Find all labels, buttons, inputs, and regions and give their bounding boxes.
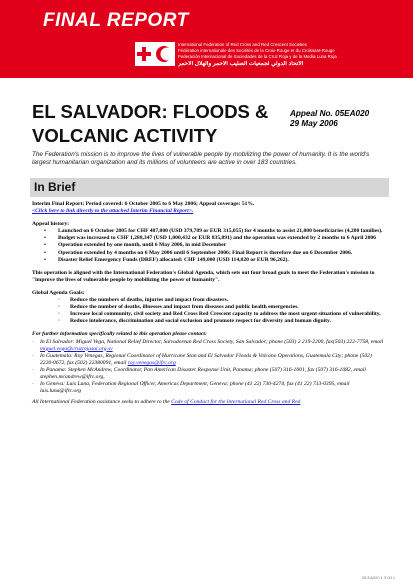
- contact-item: [32, 381, 386, 395]
- code-of-conduct-text: All International Federation assistance seeks to adhere to the: [32, 399, 172, 406]
- list-item: • Operation extended by 4 months on 6 May 2006 until 6 September 2006; Final Report is therefore due on 6 December 2006.: [32, 250, 386, 257]
- contact-item: [32, 353, 386, 367]
- report-banner: [0, 0, 413, 78]
- appeal-history-list: [32, 228, 386, 263]
- red-cross-crescent-emblem-icon: [135, 42, 175, 66]
- global-agenda-goals-label: Global Agenda Goals:: [32, 289, 85, 296]
- list-item: • Budget was increased to CHF 1,288,347 (USD 1,000,432 or EUR 835,891) and the operation was extended by 2 months to 6 April 2006: [32, 235, 386, 242]
- list-item: • Launched on 6 October 2005 for CHF 487,000 (USD 379,789 or EUR 315,055) for 4 months to assist 21,000 beneficiaries (4,200 families).: [32, 228, 386, 235]
- list-item: · Reduce the number of deaths, illnesses and impact from diseases and public health emergencies.: [32, 304, 386, 311]
- mission-statement: The Federation's mission is to improve the lives of vulnerable people by mobilizing the power of humanity. It is the world's largest humanitarian organization and its millions of volunteers are active in over 183 countries.: [32, 151, 370, 167]
- contact-item: [32, 339, 386, 353]
- org-name-es: Federación Internacional de Sociedades de la Cruz Roja y de la Media Luna Roja: [178, 54, 337, 60]
- report-type-title: FINAL REPORT: [43, 10, 189, 31]
- list-item: · Reduce intolerance, discrimination and social exclusion and promote respect for diversity and human dignity.: [32, 318, 386, 325]
- global-agenda-alignment: This operation is aligned with the International Federation's Global Agenda, which sets out four broad goals to meet the Federation's mission to "improve the lives of vulnerable people by mobilizing the power of humanity".: [32, 269, 375, 283]
- appeal-history-label: Appeal history:: [32, 221, 70, 228]
- list-item: · Reduce the numbers of deaths, injuries and impact from disasters.: [32, 297, 386, 304]
- in-brief-heading: In Brief: [34, 180, 76, 194]
- contact-email-link[interactable]: roy.venegas@ifrc.org: [127, 359, 176, 366]
- document-code: 05 EA020 1 3 00 1: [362, 575, 396, 580]
- org-name-ar: الاتحاد الدولي لجمعيات الصليب الأحمر والهلال الأحمر: [178, 60, 304, 67]
- list-item: • Operation extended by one month, until 6 May 2006, in mid December: [32, 242, 386, 249]
- org-name-fr: Fédération internationale des Sociétés de la Croix-Rouge et du Croissant-Rouge: [178, 48, 335, 54]
- appeal-date: 29 May 2006: [290, 119, 338, 128]
- global-agenda-goals-list: [32, 297, 386, 325]
- appeal-info: [290, 109, 369, 129]
- in-brief-section-header: [30, 178, 389, 197]
- federation-names: [178, 42, 408, 68]
- contacts-list: [32, 339, 386, 396]
- contact-item: [32, 367, 386, 381]
- list-item: • Disaster Relief Emergency Funds (DREF) allocated: CHF 149,000 (USD 114,820 or EUR 96,262).: [32, 257, 386, 264]
- contact-text: In Panama: Stephen McAndrew, Coordinator, Pan American Disaster Response Unit, Panama; phone (507) 316-1001, fax (507) 316-1082, email stephen.mcandrew@ifrc.org,: [40, 366, 366, 380]
- org-name-en: International Federation of Red Cross and Red Crescent Societies: [178, 42, 307, 47]
- code-of-conduct-link[interactable]: Code of Conduct for the International Red Cross and Red: [171, 399, 301, 406]
- contact-intro: For further information specifically related to this operation please contact:: [32, 331, 207, 338]
- list-item: · Increase local community, civil society and Red Cross Red Crescent capacity to address the most urgent situations of vulnerability.: [32, 311, 386, 318]
- contact-text: In El Salvador: Miguel Vega, National Relief Director, Salvadorean Red Cross Society, San Salvador; phone (503) 2 219-2200, fax(503) 222-7758, email: [40, 338, 384, 345]
- interim-financial-report-link[interactable]: <Click here to link directly to the attached Interim Financial Report>.: [32, 208, 194, 215]
- contact-text: In Geneva: Luis Luna, Federation Regional Officer, Americas Department, Geneva; phone (41 22) 730-4274, fax (41 22) 733-0395, email luis.luna@ifrc.org: [40, 381, 350, 395]
- code-of-conduct-note: [32, 399, 386, 406]
- document-title: EL SALVADOR: FLOODS & VOLCANIC ACTIVITY: [32, 101, 269, 146]
- contact-text: In Guatemala: Roy Venegas, Regional Coordinator of Hurricane Stan and El Salvador Floods & Volcano Operations, Guatemala City; phone (502) 2220-0672, fax (502) 22380091, email: [40, 352, 372, 366]
- interim-period-line: Interim Final Report; Period covered: 6 October 2005 to 6 May 2006; Appeal coverage: 51%.: [32, 201, 255, 207]
- appeal-number: Appeal No. 05EA020: [290, 109, 370, 118]
- in-brief-content: [32, 201, 386, 406]
- contact-email-link[interactable]: miguel.vega@cruzrojasal.org.sv: [40, 345, 113, 352]
